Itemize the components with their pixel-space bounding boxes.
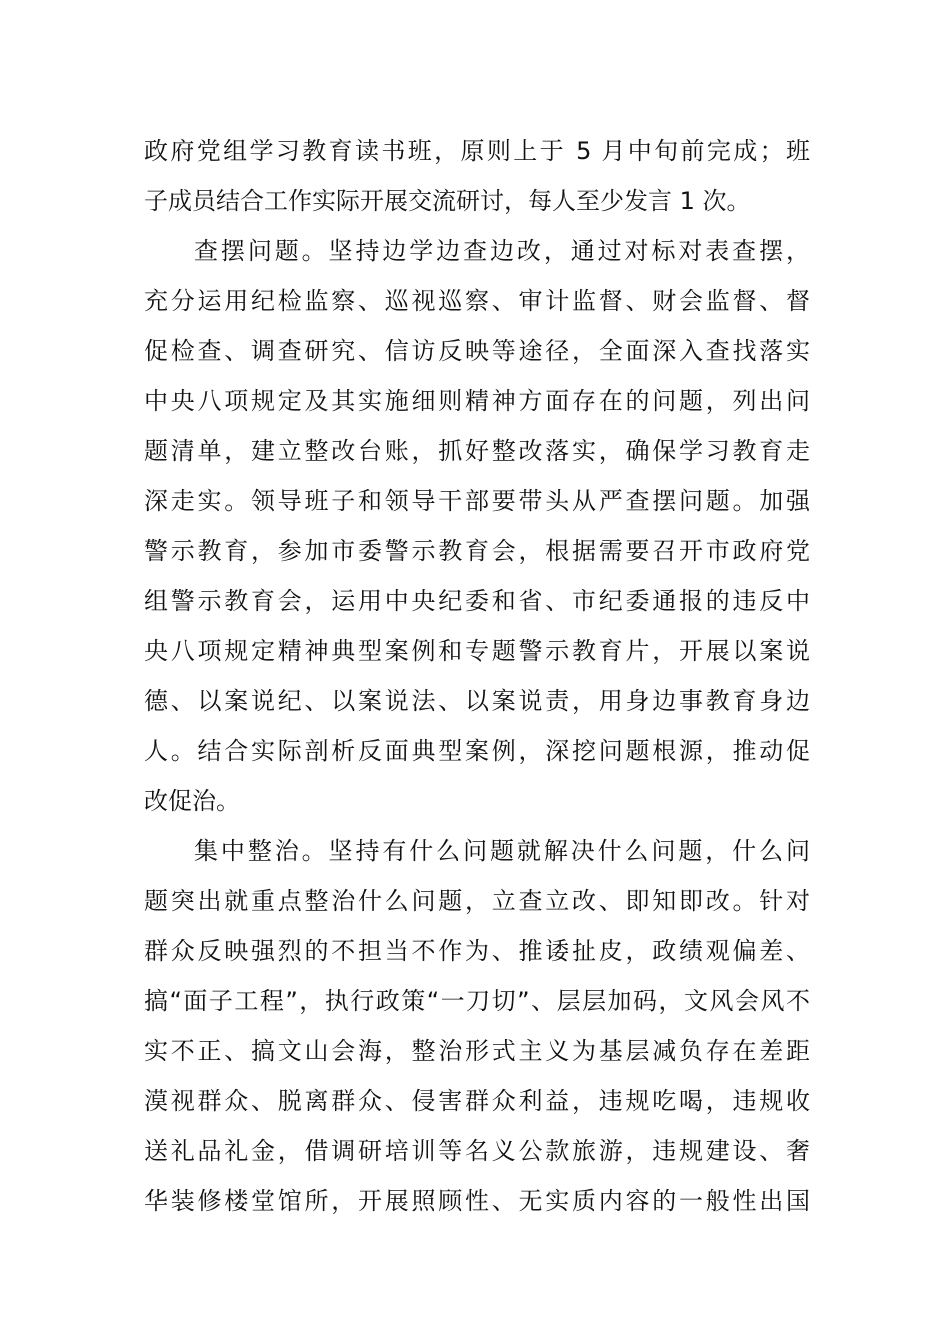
text-line: 警示教育，参加市委警示教育会，根据需要召开市政府党: [144, 537, 810, 565]
text-line: 实不正、搞文山会海，整治形式主义为基层减负存在差距: [144, 1037, 810, 1065]
text-line: 央八项规定精神典型案例和专题警示教育片，开展以案说: [144, 637, 810, 665]
text-line: 促检查、调查研究、信访反映等途径，全面深入查找落实: [144, 337, 810, 365]
paragraph-2: [144, 226, 810, 826]
paragraph-1: [144, 126, 810, 226]
text-line: 群众反映强烈的不担当不作为、推诿扯皮，政绩观偏差、: [144, 937, 810, 965]
text-line: 中央八项规定及其实施细则精神方面存在的问题，列出问: [144, 387, 810, 415]
text-line: 题突出就重点整治什么问题，立查立改、即知即改。针对: [144, 887, 810, 915]
text-line: 题清单，建立整改台账，抓好整改落实，确保学习教育走: [144, 437, 810, 465]
text-line: 政府党组学习教育读书班，原则上于 5 月中旬前完成；班: [144, 137, 810, 165]
text-line: 德、以案说纪、以案说法、以案说责，用身边事教育身边: [144, 687, 810, 715]
text-line: 深走实。领导班子和领导干部要带头从严查摆问题。加强: [144, 487, 810, 515]
text-line: 送礼品礼金，借调研培训等名义公款旅游，违规建设、奢: [144, 1137, 810, 1165]
text-line: 漠视群众、脱离群众、侵害群众利益，违规吃喝，违规收: [144, 1087, 810, 1115]
text-line: 查摆问题。坚持边学边查边改，通过对标对表查摆，: [194, 237, 810, 265]
text-line: 人。结合实际剖析反面典型案例，深挖问题根源，推动促: [144, 737, 810, 765]
paragraph-3: [144, 826, 810, 1226]
text-line: 华装修楼堂馆所，开展照顾性、无实质内容的一般性出国: [144, 1187, 810, 1215]
text-line: 组警示教育会，运用中央纪委和省、市纪委通报的违反中: [144, 587, 810, 615]
document-body: [144, 126, 810, 1226]
text-line: 集中整治。坚持有什么问题就解决什么问题，什么问: [194, 837, 810, 865]
text-line: 充分运用纪检监察、巡视巡察、审计监督、财会监督、督: [144, 287, 810, 315]
text-line: 搞“面子工程”，执行政策“一刀切”、层层加码，文风会风不: [144, 987, 810, 1015]
text-line: 子成员结合工作实际开展交流研讨，每人至少发言 1 次。: [144, 187, 751, 215]
text-line: 改促治。: [144, 787, 240, 815]
